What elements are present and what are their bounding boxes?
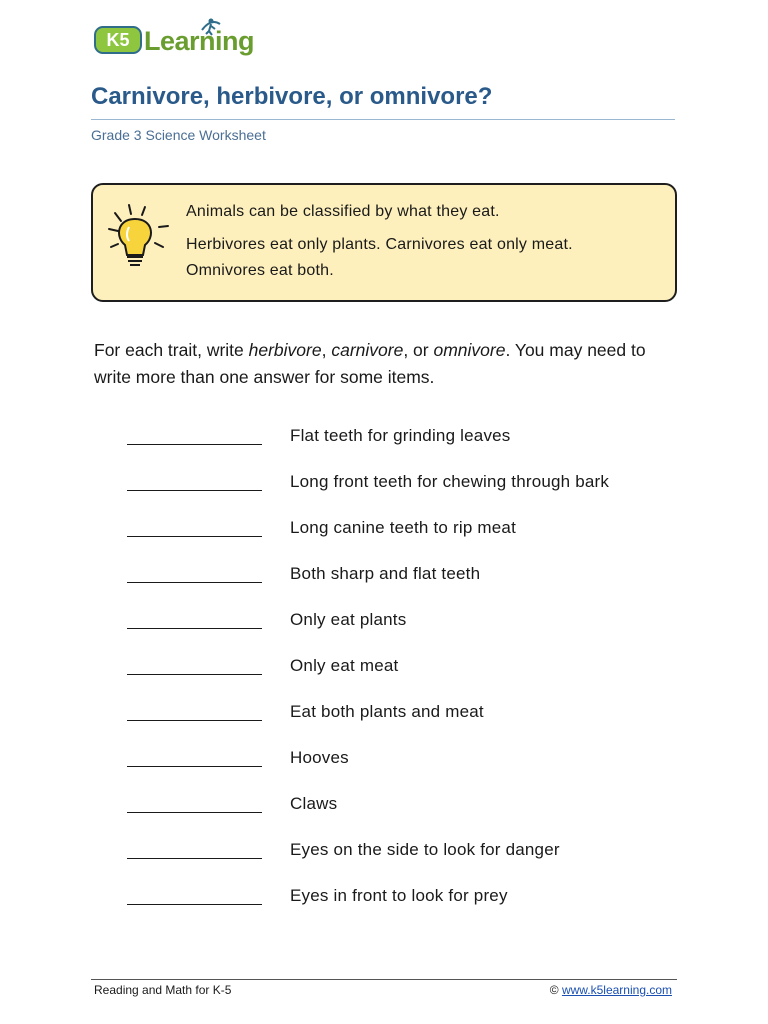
lightbulb-icon [105, 199, 175, 279]
trait-row [0, 745, 768, 775]
trait-row [0, 515, 768, 545]
trait-label: Long canine teeth to rip meat [290, 518, 517, 537]
answer-blank[interactable] [127, 674, 262, 675]
trait-row [0, 423, 768, 453]
logo-wordmark: Learning [144, 26, 255, 56]
footer-copyright [550, 983, 672, 997]
info-line: Animals can be classified by what they eat. [186, 203, 500, 220]
answer-blank[interactable] [127, 812, 262, 813]
answer-blank[interactable] [127, 904, 262, 905]
footer-tagline: Reading and Math for K-5 [94, 983, 232, 997]
page-subtitle: Grade 3 Science Worksheet [91, 127, 266, 143]
trait-row [0, 561, 768, 591]
instructions-term-omnivore: omnivore [433, 340, 506, 360]
title-divider [91, 119, 675, 120]
trait-row [0, 837, 768, 867]
trait-label: Eyes in front to look for prey [290, 886, 508, 905]
trait-row [0, 699, 768, 729]
page-title: Carnivore, herbivore, or omnivore? [91, 83, 493, 110]
instructions-separator: , [321, 340, 332, 360]
trait-row [0, 607, 768, 637]
info-line: Omnivores eat both. [186, 262, 334, 279]
instructions-term-carnivore: carnivore [331, 340, 404, 360]
answer-blank[interactable] [127, 720, 262, 721]
trait-label: Only eat plants [290, 610, 407, 629]
trait-label: Eat both plants and meat [290, 702, 484, 721]
instructions-text: . You may need to write more than one answer for some items. [94, 340, 646, 387]
answer-blank[interactable] [127, 490, 262, 491]
trait-label: Hooves [290, 748, 349, 767]
trait-row [0, 469, 768, 499]
info-box [91, 183, 677, 302]
trait-label: Only eat meat [290, 656, 399, 675]
copyright-symbol: © [549, 983, 559, 997]
info-line: Herbivores eat only plants. Carnivores eat only meat. [186, 236, 573, 253]
trait-row [0, 653, 768, 683]
trait-label: Flat teeth for grinding leaves [290, 426, 511, 445]
website-link[interactable]: www.k5learning.com [561, 983, 672, 997]
footer-divider [91, 979, 677, 980]
answer-blank[interactable] [127, 858, 262, 859]
trait-row [0, 791, 768, 821]
answer-blank[interactable] [127, 444, 262, 445]
instructions-text: For each trait, write [94, 340, 249, 360]
k5-learning-logo [94, 20, 264, 60]
trait-label: Eyes on the side to look for danger [290, 840, 560, 859]
instructions-term-herbivore: herbivore [248, 340, 322, 360]
answer-blank[interactable] [127, 766, 262, 767]
answer-blank[interactable] [127, 628, 262, 629]
trait-row [0, 883, 768, 913]
instructions [94, 337, 674, 391]
runner-icon [198, 16, 224, 36]
trait-label: Both sharp and flat teeth [290, 564, 481, 583]
logo-badge: K5 [94, 26, 142, 54]
instructions-separator: , or [403, 340, 434, 360]
answer-blank[interactable] [127, 582, 262, 583]
trait-label: Long front teeth for chewing through bark [290, 472, 610, 491]
answer-blank[interactable] [127, 536, 262, 537]
trait-label: Claws [290, 794, 338, 813]
